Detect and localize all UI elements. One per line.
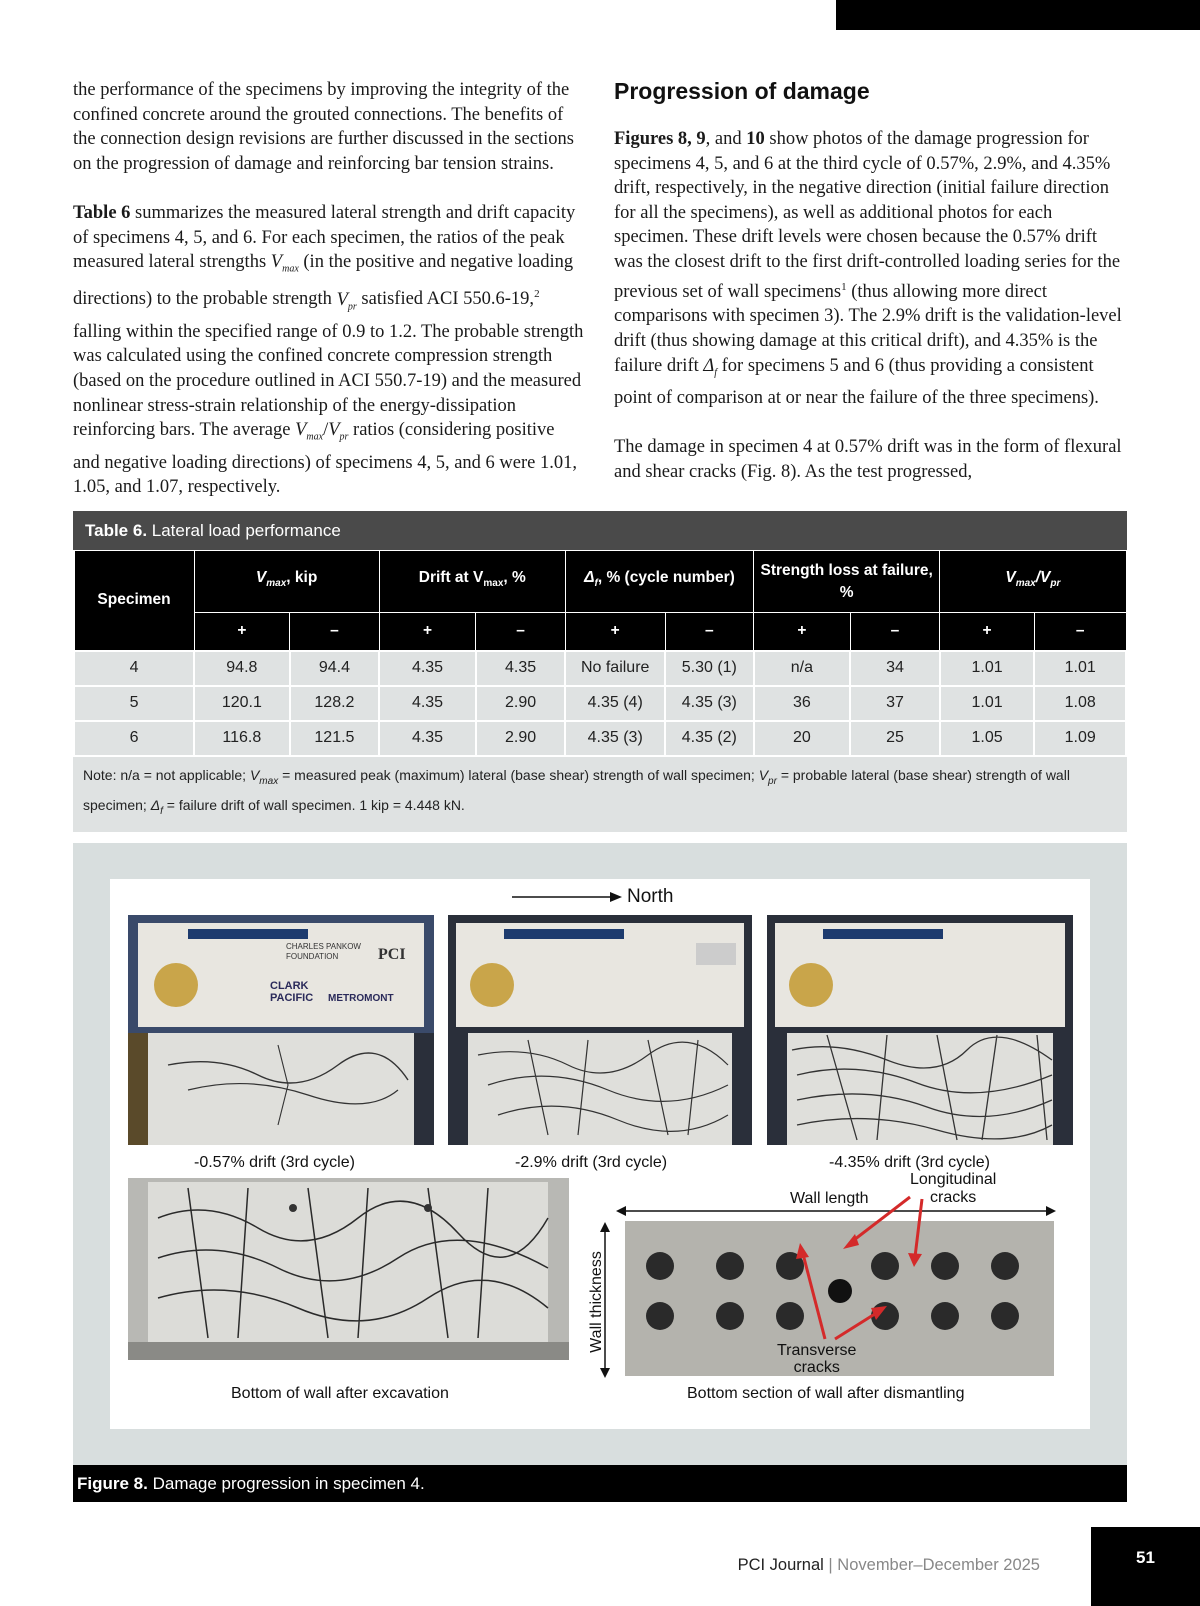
- north-arrow-icon: [510, 885, 630, 909]
- cell: 36: [754, 686, 851, 721]
- text-run: /: [323, 420, 329, 441]
- subscript: max: [282, 263, 299, 275]
- cell: 4.35: [476, 651, 566, 686]
- label-drift-2-9: -2.9% drift (3rd cycle): [515, 1154, 668, 1171]
- cell: 4.35: [379, 721, 476, 756]
- label-drift-0-57: -0.57% drift (3rd cycle): [194, 1154, 355, 1171]
- cell: 4.35 (3): [665, 686, 754, 721]
- cell: 4.35 (4): [565, 686, 665, 721]
- subscript: pr: [339, 431, 349, 443]
- photo-bottom-after-excavation: [128, 1178, 569, 1360]
- cell: 5.30 (1): [665, 651, 754, 686]
- label-drift-4-35: -4.35% drift (3rd cycle): [829, 1154, 990, 1171]
- footer-separator: |: [828, 1556, 833, 1574]
- subscript: f: [714, 367, 718, 379]
- cell: n/a: [754, 651, 851, 686]
- text-run: = failure drift of wall specimen. 1 kip = 4.448 kN.: [162, 797, 465, 814]
- unit: , kip: [286, 569, 318, 587]
- label-bottom-after-excavation: Bottom of wall after excavation: [231, 1385, 449, 1402]
- reference-superscript: 2: [534, 288, 540, 301]
- text-run: falling within the specified range of 0.9 to 1.2. The probable strength was calculated using the confined concrete compression strength (based on the procedure outlined in ACI 550.7-19) and the measured nonlinear stress-strain relationship of the energy-dissipation reinforcing bars. The average: [73, 321, 584, 441]
- subscript: max: [483, 578, 504, 590]
- paragraph-connection-design: the performance of the specimens by improving the integrity of the confined concrete around the grouted connections. The benefits of the connection design revisions are further discussed in the sections on the progression of damage and reinforcing bar tension strains.: [73, 80, 574, 174]
- top-black-bar: [836, 0, 1200, 30]
- page-number: 51: [1091, 1527, 1200, 1606]
- text-run: ratios (considering positive and negative loading directions) of specimens 4, 5, and 6 were 1.01, 1.05, and 1.07, respectively.: [73, 420, 577, 498]
- header-vmax: [194, 551, 379, 613]
- cell: 1.08: [1034, 686, 1126, 721]
- cell: 5: [74, 686, 194, 721]
- text-run: , and: [705, 129, 747, 149]
- cell: 2.90: [476, 686, 566, 721]
- header-specimen: Specimen: [74, 551, 194, 651]
- text-run: = probable lateral (base shear) strength of wall specimen;: [83, 766, 1070, 814]
- cell: 1.09: [1034, 721, 1126, 756]
- header-plus: +: [379, 613, 476, 651]
- cell: 1.01: [940, 651, 1035, 686]
- paragraph-specimen4-damage: The damage in specimen 4 at 0.57% drift was in the form of flexural and shear cracks (Fig. 8). As the test progressed,: [614, 436, 1122, 482]
- subscript: max: [306, 431, 324, 443]
- text-run: Longitudinal: [910, 1171, 997, 1188]
- banner-metromont: METROMONT: [328, 993, 394, 1004]
- right-text-column: [614, 78, 1130, 509]
- cell: No failure: [565, 651, 665, 686]
- label-bottom-section-dismantled: Bottom section of wall after dismantling: [687, 1385, 965, 1402]
- table6-reference: Table 6: [73, 202, 131, 223]
- table-row: [74, 651, 1126, 686]
- table-row: [74, 721, 1126, 756]
- paragraph-damage-photos: [614, 127, 1130, 410]
- header-minus: –: [476, 613, 566, 651]
- cell: 121.5: [290, 721, 380, 756]
- table-caption: [73, 511, 1127, 550]
- header-plus: +: [565, 613, 665, 651]
- figure-caption: [73, 1465, 1127, 1502]
- banner-pci: PCI: [378, 946, 406, 963]
- cell: 6: [74, 721, 194, 756]
- symbol: V: [255, 569, 267, 587]
- table-caption-text: Lateral load performance: [147, 521, 341, 540]
- symbol: V: [249, 766, 260, 783]
- figure-panel: [110, 879, 1090, 1429]
- text-run: (in the positive and negative loading directions) to the probable strength: [73, 252, 574, 310]
- banner-pacific: PACIFIC: [270, 992, 314, 1004]
- symbol: Δ: [150, 797, 161, 814]
- table-6: [73, 511, 1127, 832]
- lateral-load-table: [73, 550, 1127, 757]
- symbol: /V: [1035, 569, 1051, 587]
- symbol-delta: Δ: [703, 355, 715, 376]
- section-heading: Progression of damage: [614, 78, 870, 104]
- subscript: f: [594, 578, 598, 590]
- unit: , % (cycle number): [597, 569, 735, 587]
- text-run: satisfied ACI 550.6-19,: [356, 289, 535, 310]
- cell: 128.2: [290, 686, 380, 721]
- text-run: = measured peak (maximum) lateral (base shear) strength of wall specimen;: [278, 766, 759, 783]
- text-run: cracks: [793, 1359, 840, 1376]
- table-caption-label: Table 6.: [85, 521, 148, 540]
- subscript: max: [266, 578, 287, 590]
- text-run: cracks: [930, 1189, 977, 1206]
- figure-caption-label: Figure 8.: [77, 1474, 148, 1493]
- figure-reference: 10: [746, 129, 765, 149]
- left-text-column: [73, 78, 585, 524]
- header-minus: –: [290, 613, 380, 651]
- label-transverse-cracks: [777, 1342, 856, 1376]
- issue-date: November–December 2025: [837, 1556, 1040, 1574]
- figure-caption-text: Damage progression in specimen 4.: [147, 1474, 425, 1493]
- cell: 2.90: [476, 721, 566, 756]
- subscript: pr: [347, 301, 357, 313]
- table-row: [74, 686, 1126, 721]
- text-run: summarizes the measured lateral strength and drift capacity of specimens 4, 5, and 6. For each specimen, the ratios of the peak measured lateral strengths: [73, 202, 576, 273]
- reference-superscript: 1: [841, 280, 847, 293]
- cell: 4.35: [379, 651, 476, 686]
- unit: , %: [503, 569, 526, 587]
- label-wall-thickness: Wall thickness: [588, 1251, 605, 1353]
- header-failure-drift: [565, 551, 753, 613]
- cell: 4.35: [379, 686, 476, 721]
- photo-drift-4-35: [767, 915, 1073, 1145]
- symbol: V: [1005, 569, 1016, 587]
- label-wall-length: Wall length: [790, 1190, 869, 1207]
- symbol-vpr: V: [328, 420, 340, 441]
- subscript: pr: [768, 775, 777, 787]
- header-minus: –: [850, 613, 940, 651]
- banner-pankow: CHARLES PANKOW: [286, 942, 361, 951]
- symbol-vmax: V: [295, 420, 307, 441]
- cell: 25: [850, 721, 940, 756]
- text-run: for specimens 5 and 6 (thus providing a consistent point of comparison at or near the failure of the three specimens).: [614, 355, 1099, 408]
- header-plus: +: [194, 613, 290, 651]
- cell: 34: [850, 651, 940, 686]
- subscript: pr: [1050, 578, 1061, 590]
- cell: 120.1: [194, 686, 290, 721]
- header-minus: –: [665, 613, 754, 651]
- header-ratio: [940, 551, 1126, 613]
- table-note: [73, 757, 1127, 833]
- cell: 37: [850, 686, 940, 721]
- cell: 1.01: [1034, 651, 1126, 686]
- cell: 116.8: [194, 721, 290, 756]
- header-strength-loss: Strength loss at failure, %: [754, 551, 940, 613]
- photo-drift-0-57: [128, 915, 434, 1145]
- cell: 4: [74, 651, 194, 686]
- subscript: f: [160, 806, 163, 818]
- subscript: max: [1015, 578, 1036, 590]
- figure-reference: Figures 8, 9: [614, 129, 706, 149]
- cell: 4.35 (2): [665, 721, 754, 756]
- symbol: V: [758, 766, 769, 783]
- cell: 94.8: [194, 651, 290, 686]
- text-run: show photos of the damage progression for specimens 4, 5, and 6 at the third cycle of 0.57%, 2.9%, and 4.35% drift, respectively, in the negative direction (initial failure direction for all the specimens), as well as additional photos for each specimen. These drift levels were chosen because the 0.57% drift was the closest drift to the first drift-controlled loading series for the previous set of wall specimens: [614, 129, 1121, 302]
- cell: 4.35 (3): [565, 721, 665, 756]
- north-label: North: [627, 886, 674, 907]
- symbol-vmax: V: [270, 252, 283, 273]
- banner-foundation: FOUNDATION: [286, 952, 339, 961]
- journal-name: PCI Journal: [737, 1556, 824, 1574]
- subscript: max: [259, 775, 279, 787]
- header-minus: –: [1034, 613, 1126, 651]
- figure-8: [73, 843, 1127, 1502]
- header-drift-at-vmax: [379, 551, 565, 613]
- header-plus: +: [940, 613, 1035, 651]
- header-plus: +: [754, 613, 851, 651]
- cell: 94.4: [290, 651, 380, 686]
- text-run: Note: n/a = not applicable;: [83, 766, 250, 783]
- cell: 20: [754, 721, 851, 756]
- text-run: Drift at V: [418, 569, 484, 587]
- symbol-vpr: V: [336, 289, 348, 310]
- cell: 1.01: [940, 686, 1035, 721]
- banner-clark: CLARK: [270, 980, 309, 992]
- page-footer: [738, 1556, 1040, 1575]
- text-run: Transverse: [777, 1342, 857, 1359]
- photo-drift-2-9: [448, 915, 752, 1145]
- symbol: Δ: [584, 569, 595, 587]
- paragraph-table6-summary: [73, 201, 585, 500]
- cell: 1.05: [940, 721, 1035, 756]
- text-run: (thus allowing more direct comparisons with specimen 3). The 2.9% drift is the validation-level drift (thus showing damage at this critical drift), and 4.35% is the failure drift: [614, 281, 1122, 376]
